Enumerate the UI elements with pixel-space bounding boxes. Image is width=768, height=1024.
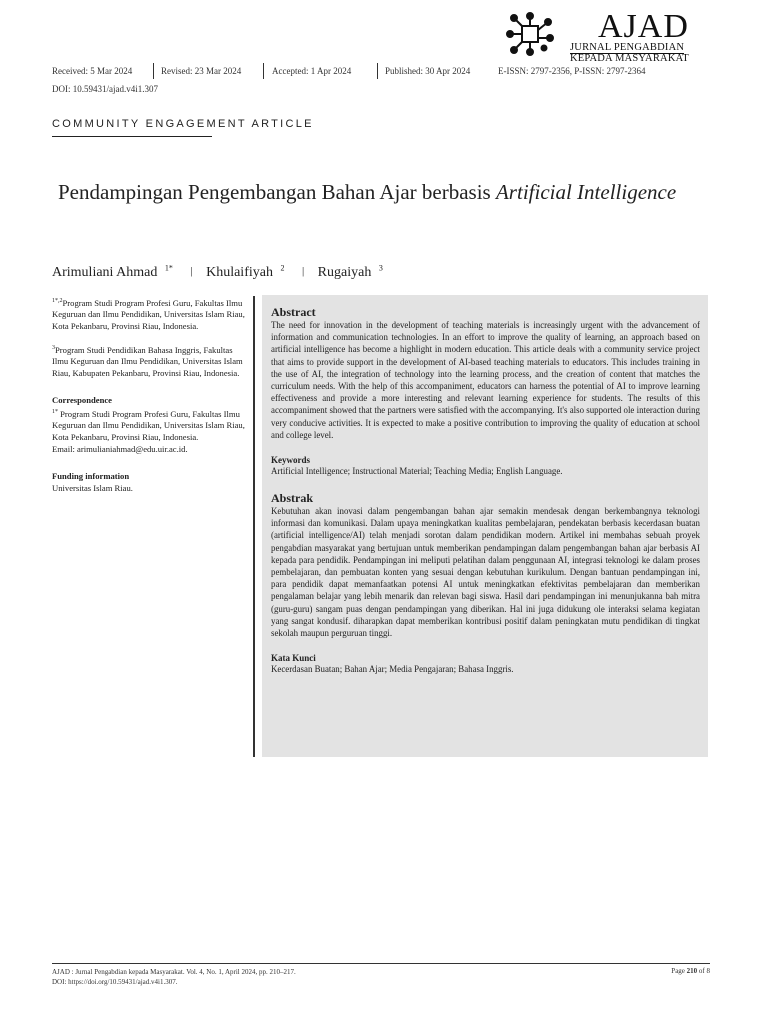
abstract-text: The need for innovation in the development of teaching materials is increasingly urgent with the advancement of information and communication technologies. In an effort to improve the quality of learning, an approach based on artificial intelligence has become a highlight in modern education. This article deals with a community service project that aims to provide support in the development of AI-based teaching materials to educators. This includes training in the use of AI, the integration of technology into the learning process, and the creation of content that matches the curriculum needs. With the help of this accompaniment, educators can harness the potential of AI to improve learning effectiveness and provide a more interesting and relevant learning experience for students. The results of this accompaniment showed that the partners were satisfied with the accompanying. It's also supported ole interaction during very conducive activities. It is expected to make a positive contribution to improving the quality of education at school and college level. bbox=[271, 320, 700, 440]
divider bbox=[52, 963, 710, 964]
author-info-column bbox=[52, 296, 248, 504]
journal-abbr: AJAD bbox=[598, 8, 689, 45]
received-date: Received: 5 Mar 2024 bbox=[52, 66, 133, 76]
kata-kunci-heading: Kata Kunci bbox=[271, 653, 316, 664]
accepted-date: Accepted: 1 Apr 2024 bbox=[272, 66, 352, 76]
divider bbox=[263, 63, 264, 79]
correspondence-heading: Correspondence bbox=[52, 395, 112, 406]
divider bbox=[52, 136, 212, 137]
author-list bbox=[52, 263, 387, 281]
funding-text: Universitas Islam Riau. bbox=[52, 482, 133, 493]
footer-citation-text: AJAD : Jurnal Pengabdian kepada Masyarakat. Vol. 4, No. 1, April 2024, pp. 210–217. bbox=[52, 968, 296, 976]
journal-logo bbox=[506, 10, 706, 62]
issn: E-ISSN: 2797-2356, P-ISSN: 2797-2364 bbox=[498, 66, 646, 76]
abstrak-text: Kebutuhan akan inovasi dalam pengembangan bahan ajar semakin mendesak dengan berkembangnya teknologi informasi dan komunikasi. Dalam upaya meningkatkan kualitas pembelajaran, pendekatan berbasis kecerdasan buatan (artificial intelligence/AI) telah menjadi sorotan dalam pendidikan modern. Artikel ini membahas sebuah proyek pengabdian masyarakat yang bertujuan untuk memberikan pendampingan dalam pengembangan bahan ajar berbasis AI kepada para pendidik. Pendampingan ini meliputi pelatihan dalam penggunaan AI, integrasi teknologi ke dalam proses pembelajaran, dan pembuatan konten yang sesuai dengan kebutuhan kurikulum. Dengan bantuan pendampingan ini, para pendidik dapat memanfaatkan potensi AI untuk meningkatkan efektivitas pembelajaran dan memberikan pengalaman belajar yang lebih menarik dan relevan bagi siswa. Hasil dari pendampingan ini menunjukanna bah mitra (guru-guru) sangam puas dengan pendampingan yang diberikan. Hal ini juga didukung ole interaksi selama kegiatan yang sangat kondusif. diharapkan dapat memberikan kontribusi positif dalam peningkatan mutu pendidikan di tingkat sekolah maupun perguruan tinggi. bbox=[271, 506, 700, 639]
author-name: Rugaiyah $^3$ bbox=[317, 263, 383, 280]
footer-doi[interactable]: DOI: https://doi.org/10.59431/ajad.v4i1.307. bbox=[52, 978, 178, 986]
correspondence-text: $^{1*}$ Program Studi Program Profesi Guru, Fakultas Ilmu Keguruan dan Ilmu Pendidikan, Universitas Islam Riau, Kota Pekanbaru, Provinsi Riau, Indonesia. bbox=[52, 408, 245, 442]
column-divider bbox=[253, 296, 255, 757]
abstract-panel bbox=[262, 295, 708, 757]
revised-date: Revised: 23 Mar 2024 bbox=[161, 66, 242, 76]
article-doi[interactable]: DOI: 10.59431/ajad.v4i1.307 bbox=[52, 84, 158, 94]
article-type: COMMUNITY ENGAGEMENT ARTICLE bbox=[52, 118, 314, 130]
title-plain: Pendampingan Pengembangan Bahan Ajar berbasis bbox=[58, 180, 496, 204]
author-name: Arimuliani Ahmad $^{1*}$ bbox=[52, 263, 173, 280]
journal-name-line1: JURNAL PENGABDIAN bbox=[570, 42, 685, 53]
keywords-text: Artificial Intelligence; Instructional Material; Teaching Media; English Language. bbox=[271, 466, 563, 477]
abstract-heading: Abstract bbox=[271, 305, 316, 319]
divider: | bbox=[301, 264, 305, 277]
funding-heading: Funding information bbox=[52, 471, 130, 482]
title-italic: Artificial Intelligence bbox=[495, 180, 677, 204]
page-number: Page 210 of 8 bbox=[671, 967, 710, 975]
journal-name-line2: KEPADA MASYARAKAT bbox=[570, 53, 689, 64]
correspondence-email[interactable]: Email: arimulianiahmad@edu.uir.ac.id. bbox=[52, 443, 188, 454]
affiliation-2: $^3$Program Studi Pendidikan Bahasa Inggris, Fakultas Ilmu Keguruan dan Ilmu Pendidikan, Universitas Islam Riau, Kabupaten Pekanbaru, Provinsi Riau, Indonesia. bbox=[52, 344, 243, 378]
abstrak-heading: Abstrak bbox=[271, 491, 314, 506]
page-title bbox=[58, 178, 678, 207]
divider: | bbox=[190, 264, 193, 277]
circuit-logo-icon bbox=[506, 12, 556, 56]
divider bbox=[377, 63, 378, 79]
affiliation-1: $^{1*,2}$Program Studi Program Profesi Guru, Fakultas Ilmu Keguruan dan Ilmu Pendidikan, Universitas Islam Riau, Kota Pekanbaru, Provinsi Riau, Indonesia. bbox=[52, 297, 245, 332]
published-date: Published: 30 Apr 2024 bbox=[385, 66, 471, 76]
footer-citation bbox=[52, 967, 296, 987]
divider bbox=[153, 63, 154, 79]
kata-kunci-text: Kecerdasan Buatan; Bahan Ajar; Media Pengajaran; Bahasa Inggris. bbox=[271, 664, 514, 675]
author-name: Khulaifiyah $^2$ bbox=[206, 263, 285, 280]
keywords-heading: Keywords bbox=[271, 455, 310, 466]
